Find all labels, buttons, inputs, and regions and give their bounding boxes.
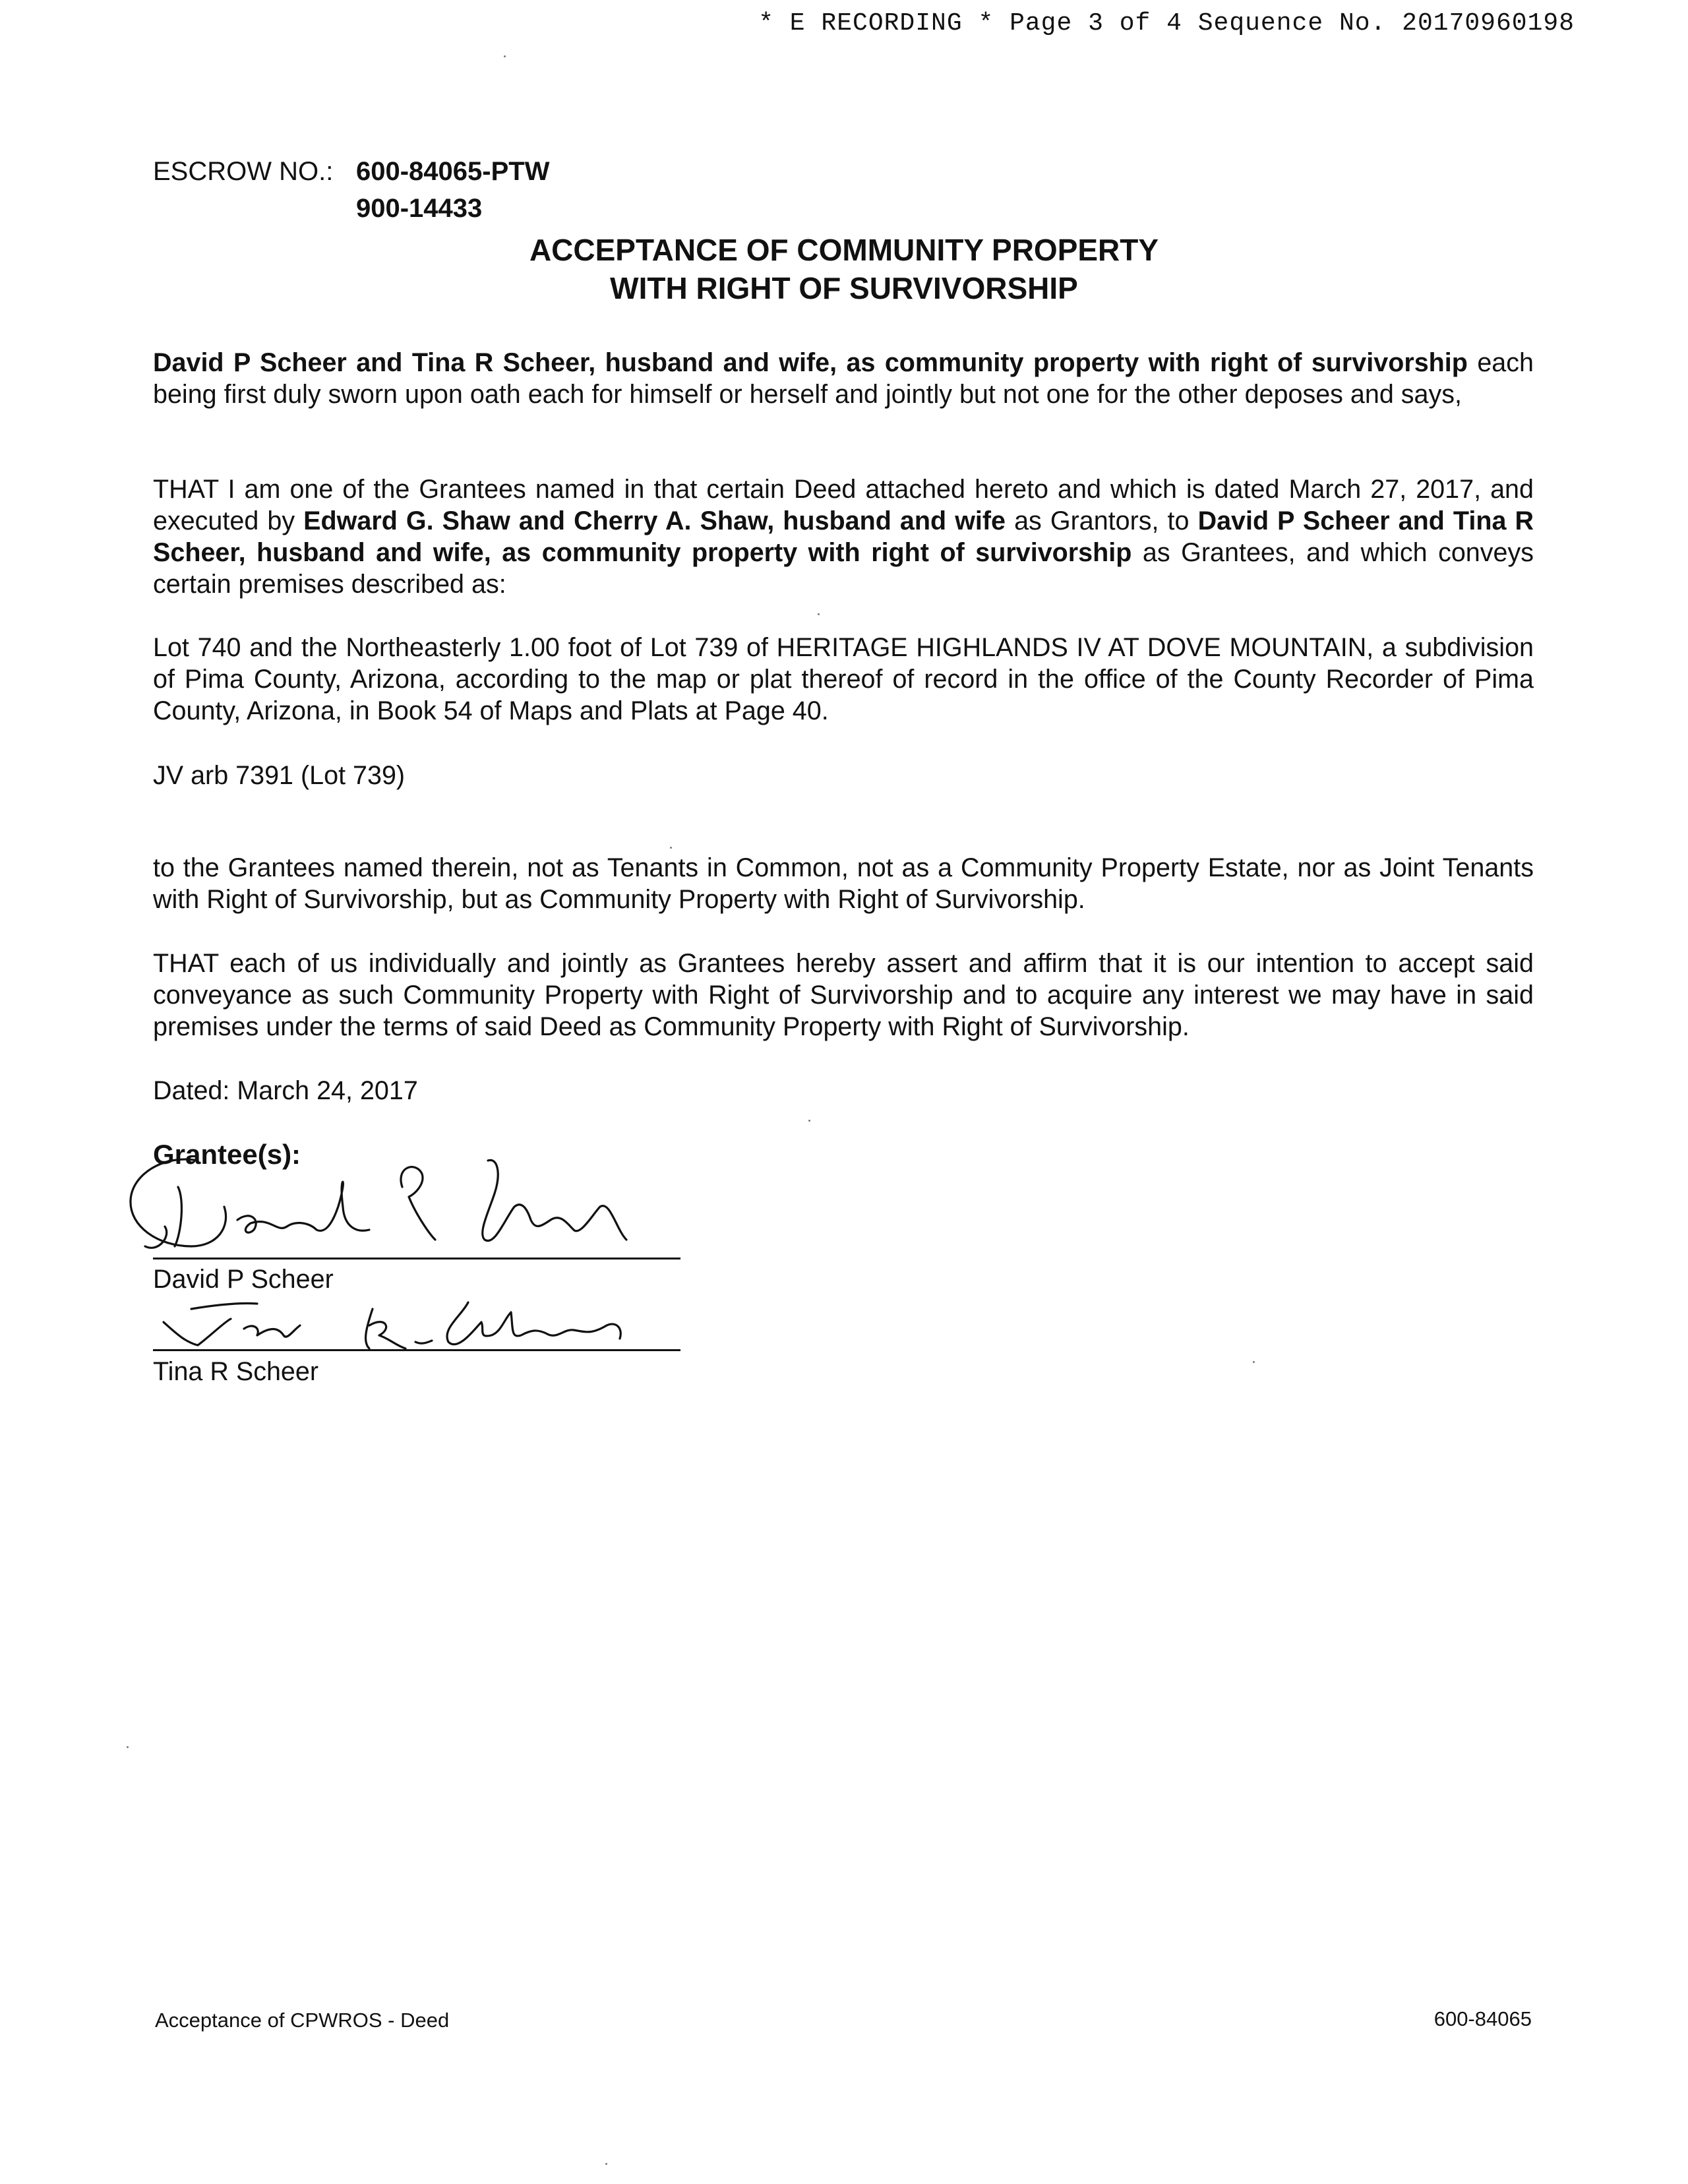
grantees-label: Grantee(s): <box>153 1139 301 1170</box>
deed-reference-text-b: as Grantors, to <box>1014 506 1190 535</box>
scan-speck <box>1253 1361 1255 1363</box>
deed-reference-text-c: as Grantees, and which conveys certain premises described as: <box>153 538 1534 599</box>
escrow-block <box>153 153 549 227</box>
signer-2-name: Tina R Scheer <box>153 1357 319 1386</box>
signer-1-name: David P Scheer <box>153 1265 334 1294</box>
title-line-1: ACCEPTANCE OF COMMUNITY PROPERTY <box>529 233 1159 267</box>
grantors-names: Edward G. Shaw and Cherry A. Shaw, husband and wife <box>303 506 1006 535</box>
dated-line: Dated: March 24, 2017 <box>153 1076 418 1105</box>
grantees-names: David P Scheer and Tina R Scheer, husband and wife, as community property with right of survivorship <box>153 506 1534 567</box>
paragraph-arb-reference: JV arb 7391 (Lot 739) <box>153 761 406 790</box>
deponents-oath: each being first duly sworn upon oath each for himself or herself and jointly but not one for the other deposes and says, <box>153 348 1534 409</box>
scan-speck <box>605 2163 607 2165</box>
paragraph-tenancy: to the Grantees named therein, not as Tenants in Common, not as a Community Property Estate, nor as Joint Tenants with Right of Survivorship, but as Community Property with Right of Survivorship. <box>153 853 1534 914</box>
scan-speck <box>808 1120 810 1122</box>
signature-line-1 <box>153 1258 680 1259</box>
scan-speck <box>127 1746 129 1748</box>
paragraph-affirmation: THAT each of us individually and jointly as Grantees hereby assert and affirm that it is our intention to accept said conveyance as such Community Property with Right of Survivorship and to acquire any interest we may have in said premises under the terms of said Deed as Community Property with Right of Survivorship. <box>153 949 1534 1041</box>
title-line-2: WITH RIGHT OF SURVIVORSHIP <box>610 271 1078 305</box>
scan-speck <box>818 613 820 615</box>
escrow-number-1: 600-84065-PTW <box>356 157 550 186</box>
signature-line-2 <box>153 1349 680 1351</box>
signature-2-handwriting <box>152 1289 653 1355</box>
footer-escrow-number: 600-84065 <box>1433 2007 1532 2030</box>
signature-1-handwriting <box>119 1147 712 1266</box>
deed-reference-text-a: THAT I am one of the Grantees named in that certain Deed attached hereto and which is dated March 27, 2017, and executed by <box>153 475 1534 535</box>
paragraph-deponents <box>153 347 1534 410</box>
paragraph-legal-description: Lot 740 and the Northeasterly 1.00 foot of Lot 739 of HERITAGE HIGHLANDS IV AT DOVE MOUNTAIN, a subdivision of Pima County, Arizona, according to the map or plat thereof of record in the office of the County Recorder of Pima County, Arizona, in Book 54 of Maps and Plats at Page 40. <box>153 633 1534 725</box>
escrow-row-1 <box>153 153 549 190</box>
document-title <box>0 231 1688 307</box>
escrow-number-2: 900-14433 <box>356 194 483 223</box>
deponents-names: David P Scheer and Tina R Scheer, husband and wife, as community property with right of survivorship <box>153 348 1468 377</box>
escrow-label: ESCROW NO.: <box>153 157 334 186</box>
paragraph-deed-reference <box>153 473 1534 600</box>
scan-speck <box>504 55 506 57</box>
recording-header: * E RECORDING * Page 3 of 4 Sequence No. 20170960198 <box>758 9 1575 38</box>
scan-speck <box>670 847 672 849</box>
footer-document-type: Acceptance of CPWROS - Deed <box>155 2009 450 2032</box>
